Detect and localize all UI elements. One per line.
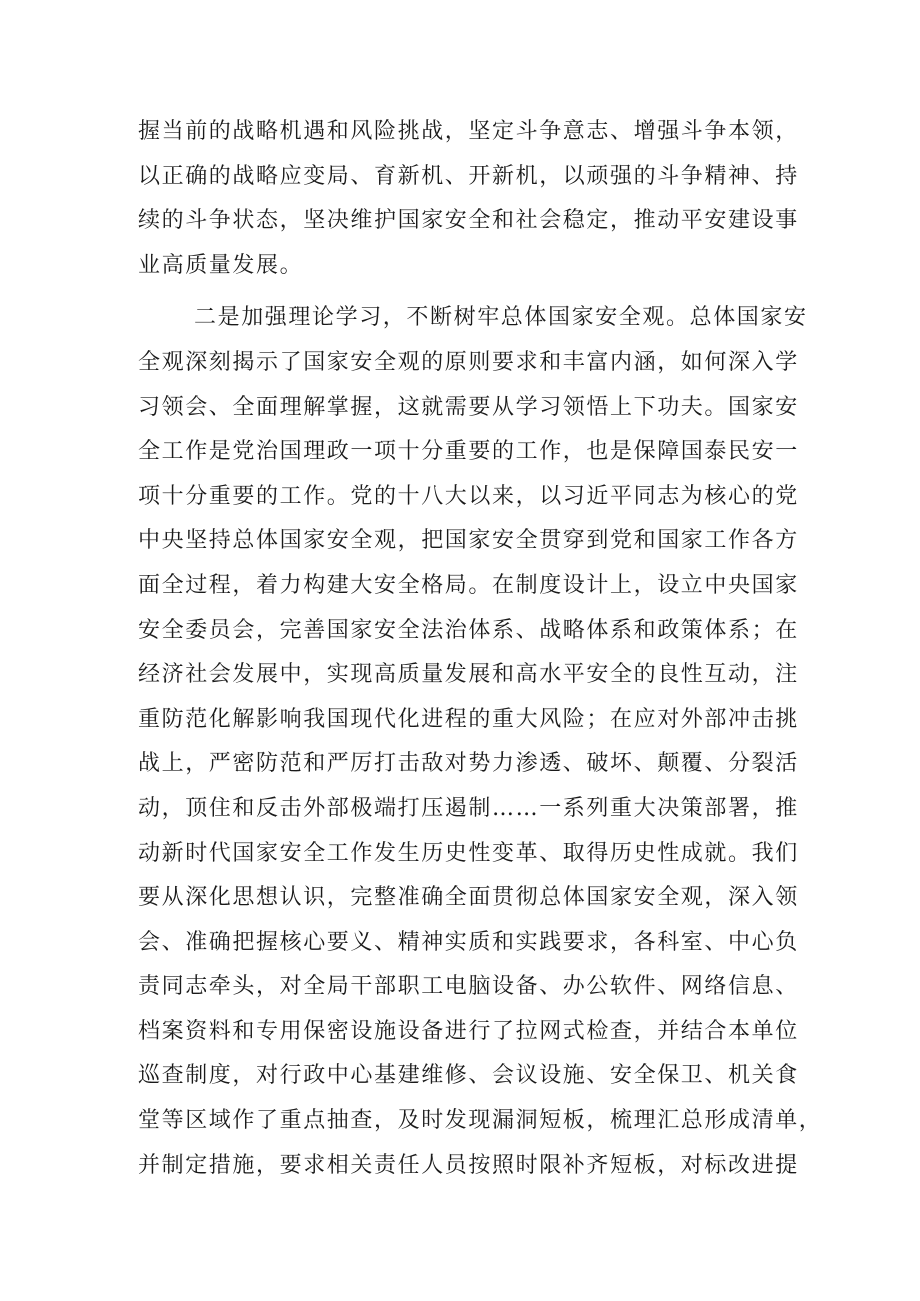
document-body [138,110,823,1188]
text-line: 面全过程，着力构建大安全格局。在制度设计上，设立中央国家 [138,572,799,598]
text-line: 续的斗争状态，坚决维护国家安全和社会稳定，推动平安建设事 [138,208,799,234]
text-line: 安全委员会，完善国家安全法治体系、战略体系和政策体系；在 [138,617,799,643]
paragraph-1 [138,110,798,288]
text-line: 业高质量发展。 [138,252,304,278]
text-line: 并制定措施，要求相关责任人员按照时限补齐短板，对标改进提 [138,1152,799,1178]
text-line: 经济社会发展中，实现高质量发展和高水平安全的良性互动，注 [138,662,799,688]
text-line: 堂等区域作了重点抽查，及时发现漏洞短板，梳理汇总形成清单， [138,1108,823,1134]
text-line: 中央坚持总体国家安全观，把国家安全贯穿到党和国家工作各方 [138,528,799,554]
text-line-indented: 二是加强理论学习，不断树牢总体国家安全观。总体国家安 [194,305,808,331]
paragraph-2 [138,296,823,1188]
text-line: 要从深化思想认识，完整准确全面贯彻总体国家安全观，深入领 [138,885,799,911]
text-line: 责同志牵头，对全局干部职工电脑设备、办公软件、网络信息、 [138,974,799,1000]
text-line: 动，顶住和反击外部极端打压遏制……一系列重大决策部署，推 [138,795,799,821]
text-line: 会、准确把握核心要义、精神实质和实践要求，各科室、中心负 [138,929,799,955]
paragraph-spacer [138,288,798,296]
text-line: 重防范化解影响我国现代化进程的重大风险；在应对外部冲击挑 [138,706,799,732]
text-line: 习领会、全面理解掌握，这就需要从学习领悟上下功夫。国家安 [138,394,799,420]
text-line: 以正确的战略应变局、育新机、开新机，以顽强的斗争精神、持 [138,163,799,189]
text-line: 动新时代国家安全工作发生历史性变革、取得历史性成就。我们 [138,840,799,866]
text-line: 战上，严密防范和严厉打击敌对势力渗透、破坏、颠覆、分裂活 [138,751,799,777]
text-line: 全观深刻揭示了国家安全观的原则要求和丰富内涵，如何深入学 [138,349,799,375]
text-line: 巡查制度，对行政中心基建维修、会议设施、安全保卫、机关食 [138,1063,799,1089]
text-line: 项十分重要的工作。党的十八大以来，以习近平同志为核心的党 [138,483,799,509]
text-line: 握当前的战略机遇和风险挑战，坚定斗争意志、增强斗争本领， [138,119,799,144]
text-line: 档案资料和专用保密设施设备进行了拉网式检查，并结合本单位 [138,1018,799,1044]
text-line: 全工作是党治国理政一项十分重要的工作，也是保障国泰民安一 [138,439,799,465]
